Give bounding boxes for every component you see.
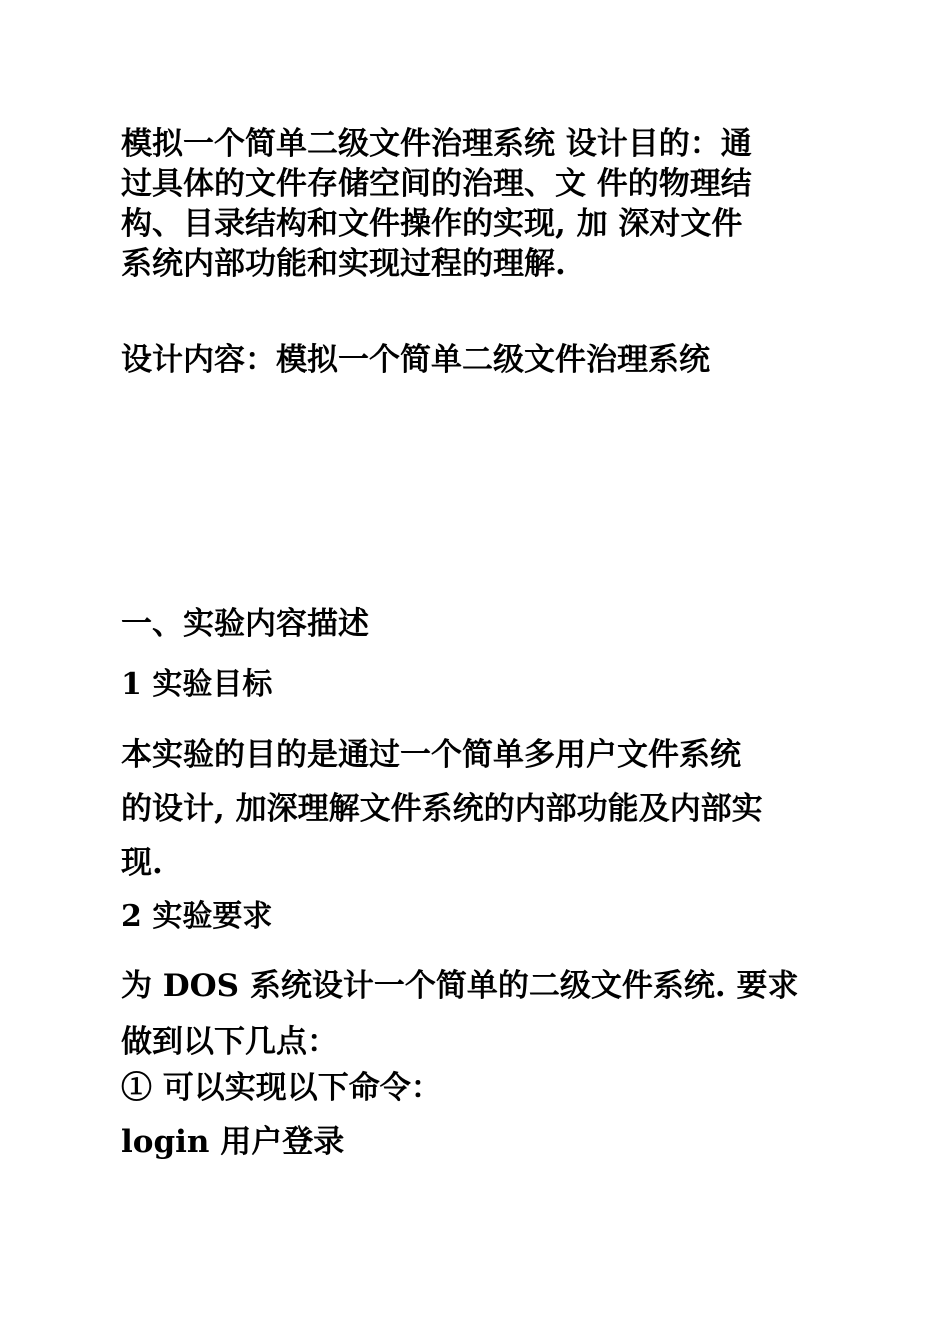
requirements-line: 做到以下几点： <box>121 1024 338 1060</box>
section-heading: 一、实验内容描述 <box>121 606 369 642</box>
subsection-heading-requirements: 2 实验要求 <box>121 899 273 934</box>
intro-line: 系统内部功能和实现过程的理解. <box>121 246 566 282</box>
intro-line: 构、目录结构和文件操作的实现, 加 深对文件 <box>121 206 743 242</box>
command-line: login 用户登录 <box>121 1124 345 1160</box>
goal-line: 的设计, 加深理解文件系统的内部功能及内部实 <box>121 791 763 827</box>
list-item: ① 可以实现以下命令： <box>121 1070 442 1106</box>
intro-line: 模拟一个简单二级文件治理系统 设计目的：通 <box>121 126 752 162</box>
requirements-paragraph <box>121 958 833 1070</box>
goal-line: 本实验的目的是通过一个简单多用户文件系统 <box>121 737 741 773</box>
subsection-heading-goal: 1 实验目标 <box>121 667 273 702</box>
requirements-line: 为 DOS 系统设计一个简单的二级文件系统. 要求 <box>121 968 799 1004</box>
goal-paragraph <box>121 728 833 890</box>
intro-paragraph <box>121 124 833 284</box>
goal-line: 现. <box>121 845 163 881</box>
intro-line: 过具体的文件存储空间的治理、文 件的物理结 <box>121 166 752 202</box>
design-content: 设计内容：模拟一个简单二级文件治理系统 <box>121 342 710 378</box>
